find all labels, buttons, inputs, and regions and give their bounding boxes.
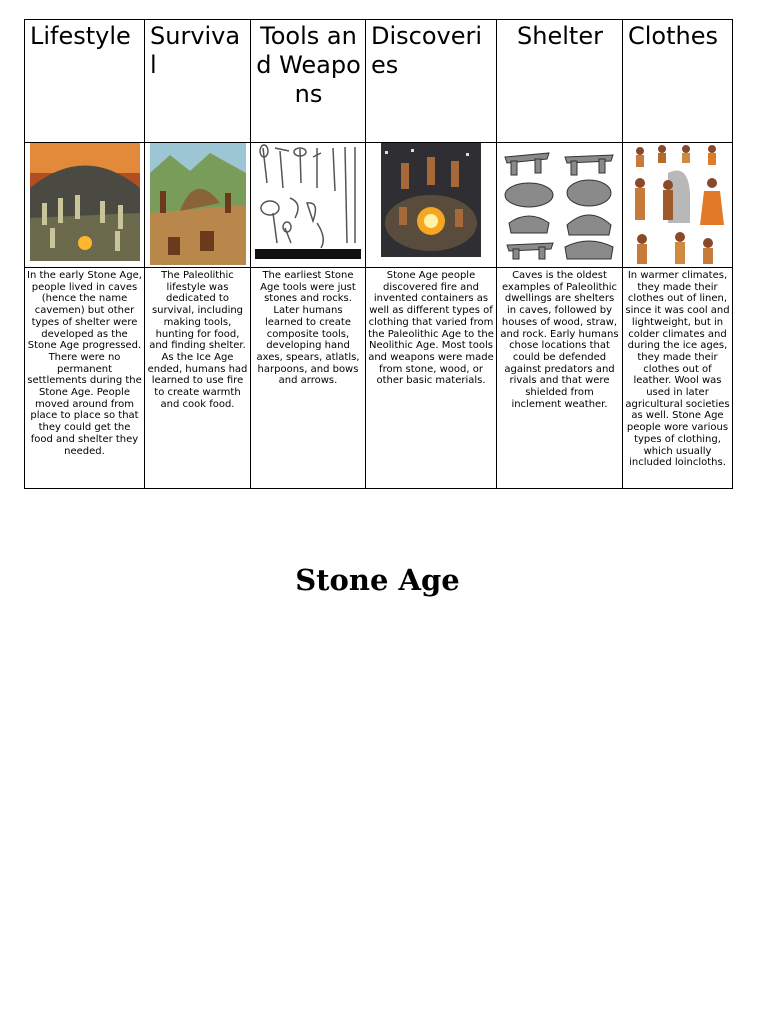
hunters-camp-icon	[150, 143, 246, 265]
campfire-cave-icon	[381, 143, 481, 257]
header-cell-discoveries: Discoveries	[366, 20, 497, 143]
image-cell-discoveries	[366, 143, 497, 268]
header-row	[25, 20, 733, 143]
image-cell-lifestyle	[25, 143, 145, 268]
stone-age-table	[24, 19, 733, 489]
header-cell-clothes: Clothes	[623, 20, 733, 143]
header-cell-survival: Survival	[145, 20, 251, 143]
text-row	[25, 268, 733, 489]
text-cell-discoveries: Stone Age people discovered fire and invented containers as well as different types of clothing that varied from the Paleolithic Age to the Neolithic Age. Most tools and weapons were made from stone, wood, or other basic materials.	[366, 268, 497, 489]
text-cell-shelter: Caves is the oldest examples of Paleolithic dwellings are shelters in caves, followed by houses of wood, straw, and rock. Early humans chose locations that could be defended against predators and rivals and that were shielded from inclement weather.	[497, 268, 623, 489]
cave-people-clothing-icon	[628, 143, 728, 267]
text-cell-tools: The earliest Stone Age tools were just stones and rocks. Later humans learned to create composite tools, developing hand axes, spears, atlatls, harpoons, and bows and arrows.	[251, 268, 366, 489]
header-cell-tools: Tools and Weapons	[251, 20, 366, 143]
image-row	[25, 143, 733, 268]
header-cell-lifestyle: Lifestyle	[25, 20, 145, 143]
page-title: Stone Age	[295, 563, 460, 597]
stone-dwellings-icon	[499, 143, 621, 261]
text-cell-lifestyle: In the early Stone Age, people lived in caves (hence the name cavemen) but other types of shelter were developed as the Stone Age progressed. There were no permanent settlements during the Stone Age. People moved around from place to place so that they could get the food and shelter they needed.	[25, 268, 145, 489]
stone-age-village-icon	[30, 143, 140, 261]
stone-tools-icon	[255, 143, 361, 259]
text-cell-survival: The Paleolithic lifestyle was dedicated to survival, including making tools, hunting for food, and finding shelter. As the Ice Age ended, humans had learned to use fire to create warmth and cook food.	[145, 268, 251, 489]
image-cell-shelter	[497, 143, 623, 268]
text-cell-clothes: In warmer climates, they made their clothes out of linen, since it was cool and lightweight, but in colder climates and during the ice ages, they made their clothes out of leather. Wool was used in later agricultural societies as well. Stone Age people wore various types of clothing, which usually included loincloths.	[623, 268, 733, 489]
header-cell-shelter: Shelter	[497, 20, 623, 143]
image-cell-tools	[251, 143, 366, 268]
image-cell-survival	[145, 143, 251, 268]
image-cell-clothes	[623, 143, 733, 268]
